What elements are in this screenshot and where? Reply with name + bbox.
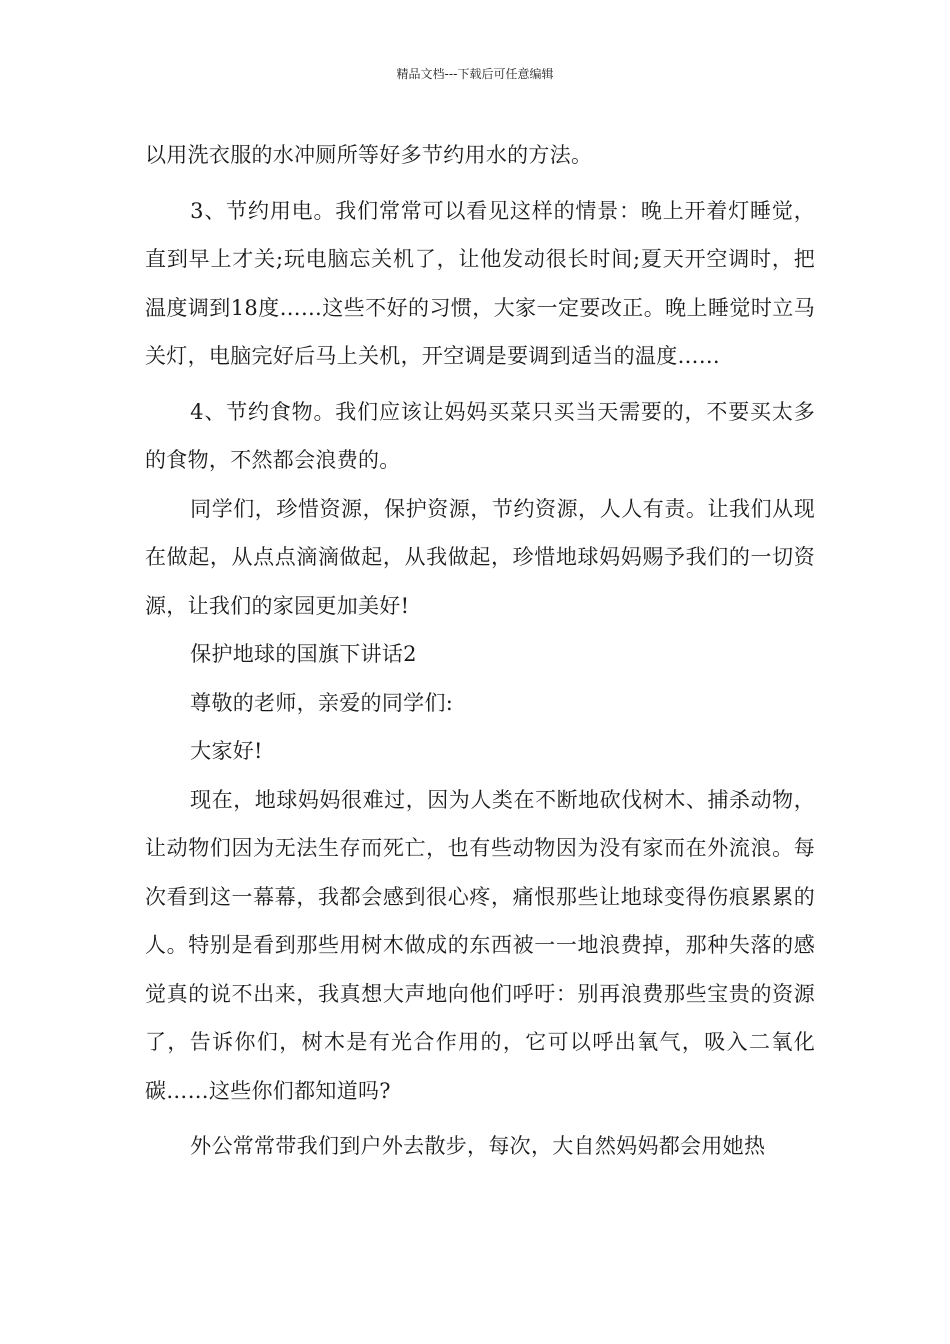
salutation: 尊敬的老师，亲爱的同学们: [190, 690, 454, 715]
paragraph-conclusion: 同学们，珍惜资源，保护资源，节约资源，人人有责。让我们从现在做起，从点点滴滴做起，从我做起，珍惜地球妈妈赐予我们的一切资源，让我们的家园更加美好! [145, 496, 815, 618]
paragraph-electricity-saving: 3、节约用电。我们常常可以看见这样的情景：晚上开着灯睡觉，直到早上才关;玩电脑忘关机了，让他发动很长时间;夏天开空调时，把温度调到18度……这些不好的习惯，大家一定要改正。晚上睡觉时立马关灯，电脑完好后马上关机，开空调是要调到适当的温度…… [145, 198, 815, 368]
section-title: 保护地球的国旗下讲话2 [190, 642, 417, 666]
page-header: 精品文档---下载后可任意编辑 [396, 67, 554, 81]
paragraph-water-saving-end: 以用洗衣服的水冲厕所等好多节约用水的方法。 [145, 143, 593, 167]
document-body [145, 131, 815, 1171]
greeting: 大家好! [190, 739, 263, 763]
paragraph-food-saving: 4、节约食物。我们应该让妈妈买菜只买当天需要的，不要买太多的食物，不然都会浪费的。 [145, 399, 815, 472]
paragraph-earth-mother: 现在，地球妈妈很难过，因为人类在不断地砍伐树木、捕杀动物，让动物们因为无法生存而死亡，也有些动物因为没有家而在外流浪。每次看到这一幕幕，我都会感到很心疼，痛恨那些让地球变得伤痕累累的人。特别是看到那些用树木做成的东西被一一地浪费掉，那种失落的感觉真的说不出来，我真想大声地向他们呼吁：别再浪费那些宝贵的资源了，告诉你们，树木是有光合作用的，它可以呼出氧气，吸入二氧化碳……这些你们都知道吗? [145, 787, 815, 1103]
paragraph-grandfather-walk: 外公常常带我们到户外去散步，每次，大自然妈妈都会用她热 [190, 1134, 766, 1158]
